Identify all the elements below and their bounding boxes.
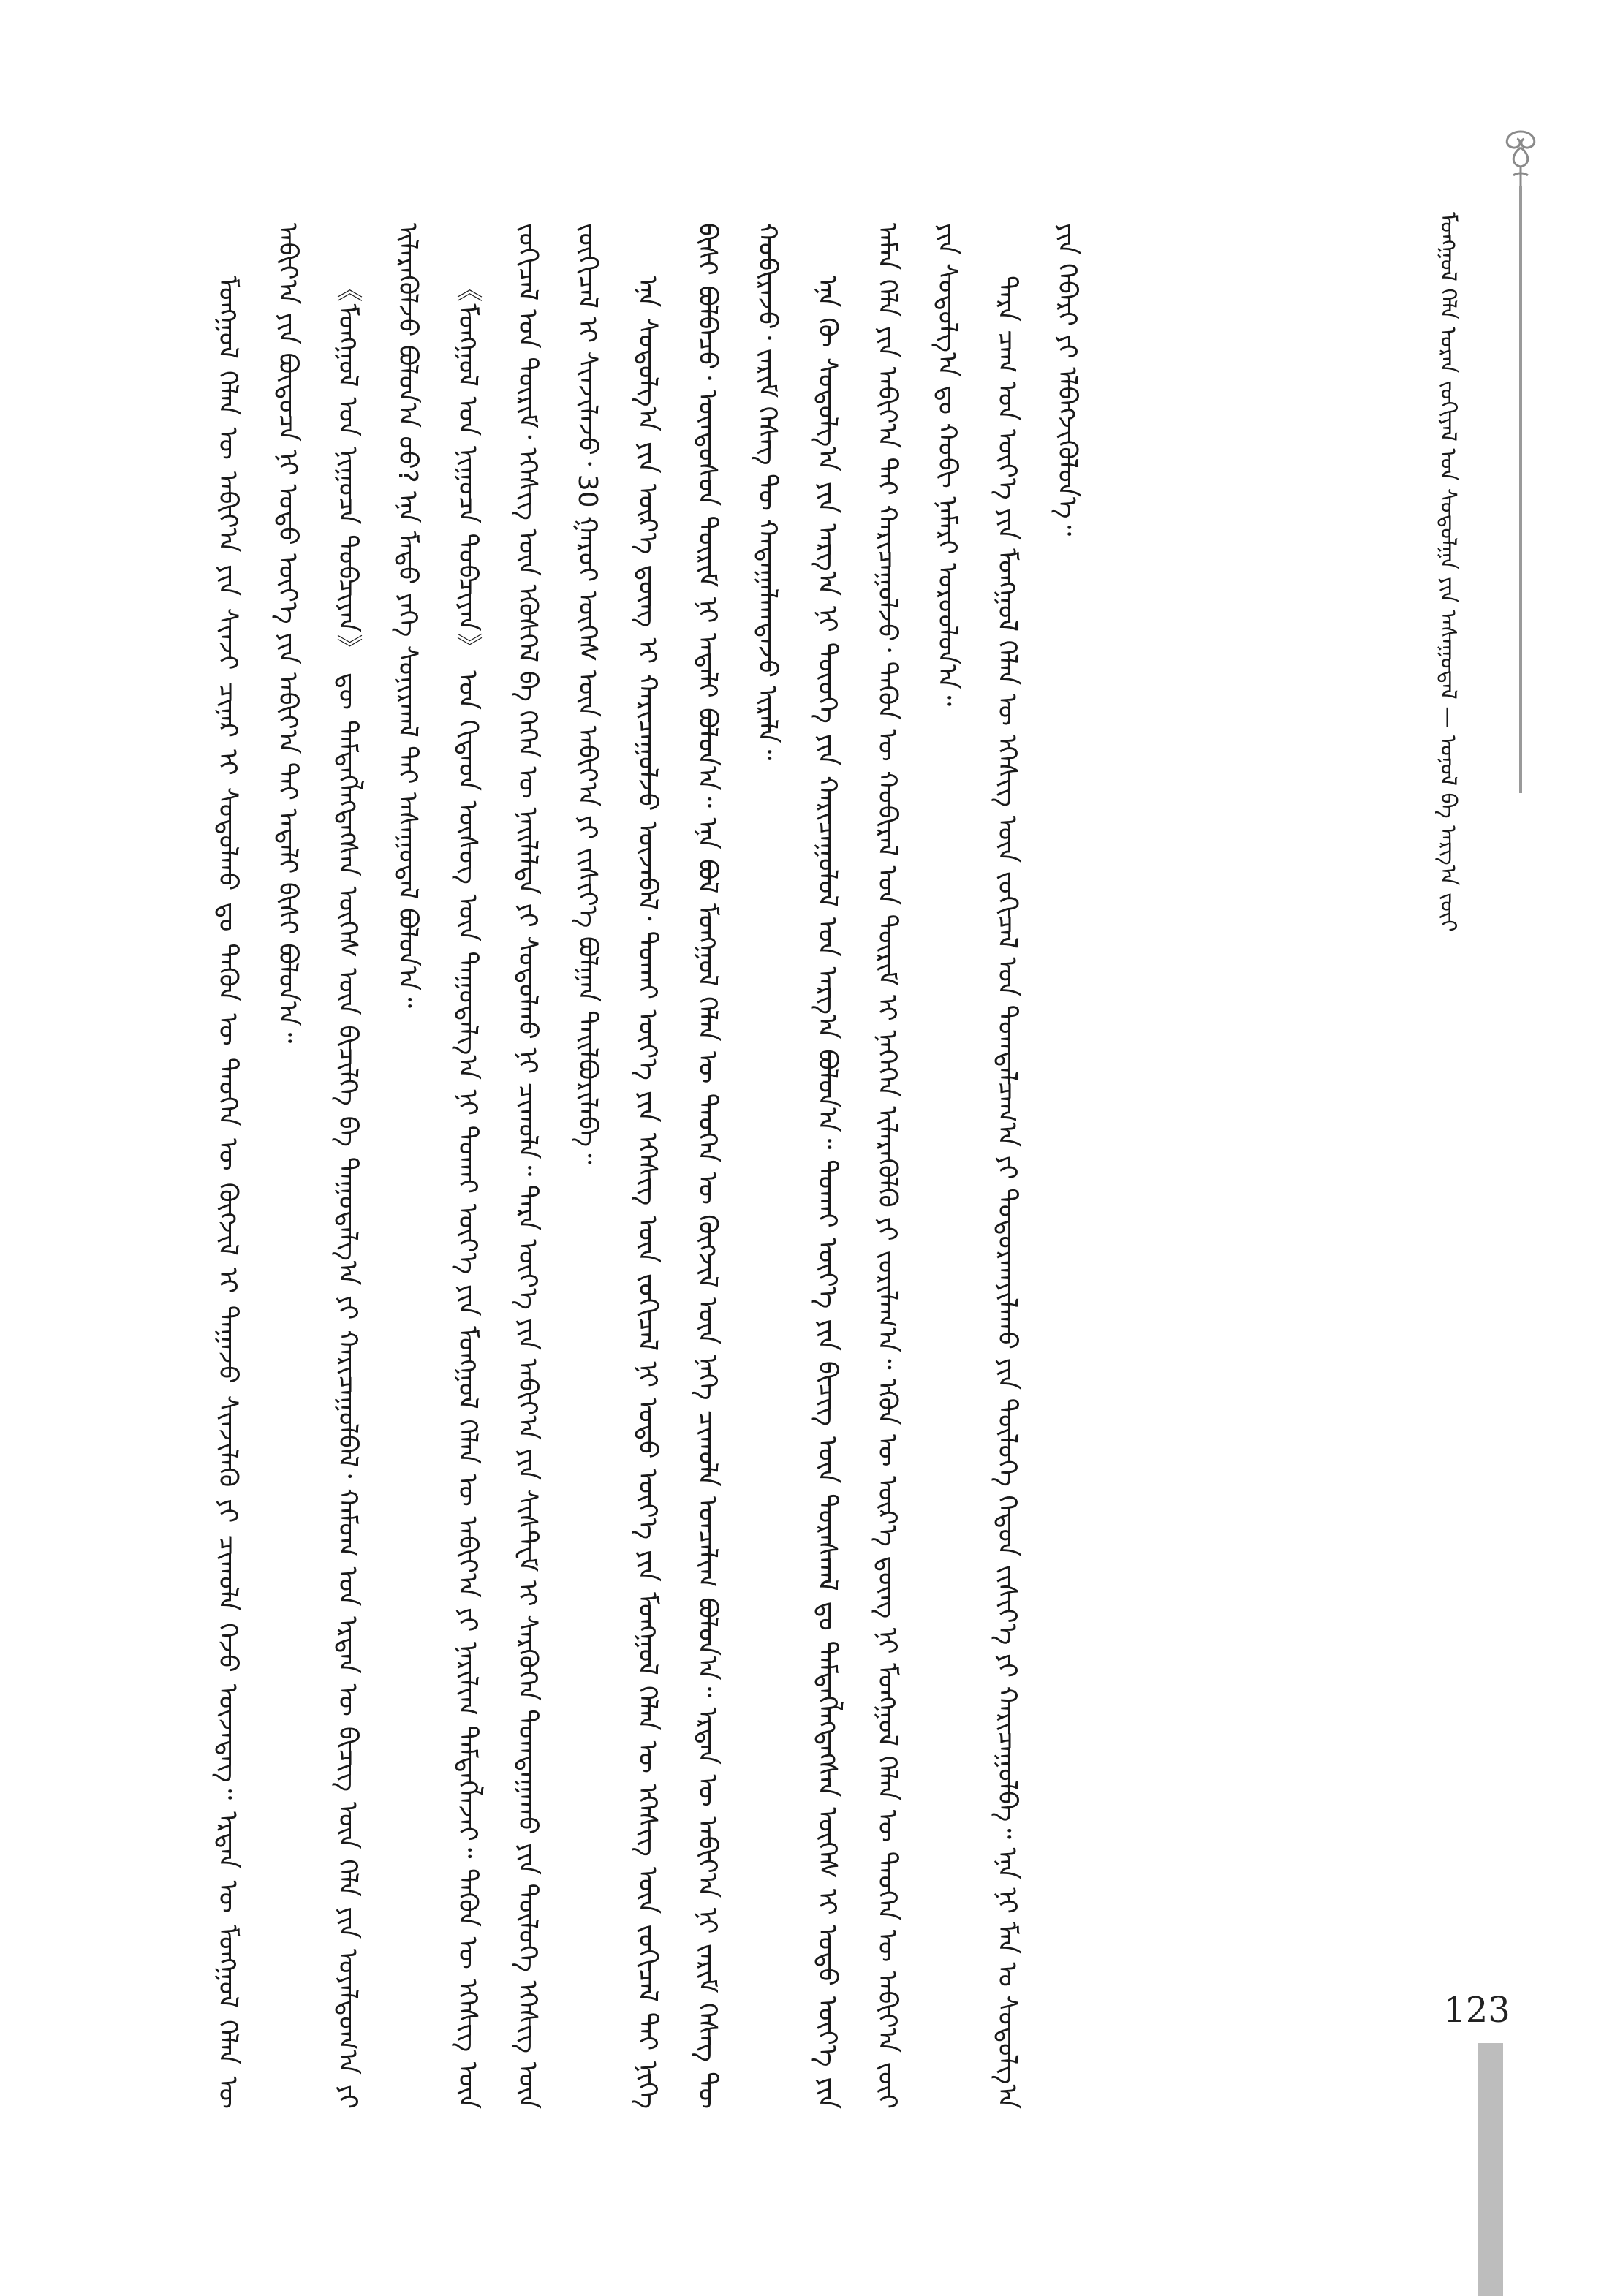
paragraph: 《ᠮᠣᠩᠭᠣᠯ ᠤᠨ ᠨᠢᠭᠤᠴᠠ ᠲᠣᠪᠴᠢᠶᠠᠨ》 ᠤᠨ ᠬᠢᠲᠠᠳ ᠦᠰᠦᠭ ᠦᠨ ᠳᠠᠭᠤᠳᠠᠯᠭ᠎ᠠ ᠨᠢ ᠲᠤᠬᠠᠢ ᠦᠶ᠎ᠡ ᠶᠢᠨ ᠮᠣᠩᠭᠣᠯ ᠬᠡᠯᠡᠨ ᠦ ᠠᠪᠢᠶ᠎ᠠ ᠶᠢ ᠨᠠᠷᠢᠯᠢᠭ ᠲᠡᠮᠳᠡᠭᠯᠡᠵᠡᠢ᠃ ᠲᠡᠭᠦᠨ ᠦ ᠡᠭᠡᠰᠢᠭ ᠦᠨ ᠵᠣᠬᠢᠴᠠᠯ ᠤᠨ ᠳᠦᠷᠢᠮ᠂ ᠡᠭᠡᠰᠢᠭ ᠦᠨ ᠡᠭᠦᠰᠬᠡᠯ ᠪᠠ ᠭᠡᠭᠡᠨ ᠦ ᠨᠡᠢᠯᠡᠯᠲᠡ ᠶᠢ ᠰᠤᠳᠤᠯᠬᠤ ᠨᠢ ᠴᠢᠬᠤᠯᠠ᠃ ᠲᠡᠷᠡ ᠦᠶ᠎ᠡ ᠶᠢᠨ ᠠᠪᠢᠶ᠎ᠠ ᠶᠢᠨ ᠰᠢᠰᠲᠸᠮ ᠢ ᠰᠡᠷᠭᠦᠭᠡᠨ ᠲᠣᠭᠲᠠᠭᠠᠬᠤ ᠶᠢᠨ ᠲᠥᠯᠦᠭᠡ ᠡᠭᠡᠰᠢᠭ ᠦᠨ ᠵᠥᠬᠢᠴᠡᠯ ᠢ ᠰᠢᠨᠵᠢᠯᠡᠵᠦ᠂ 30 ᠭᠠᠷᠤᠢ ᠦᠭᠡᠰ ᠦᠨ ᠠᠪᠢᠶ᠎ᠠ ᠶᠢ ᠵᠢᠱᠢᠶ᠎ᠡ ᠪᠣᠯᠭᠠᠨ ᠲᠠᠢᠯᠪᠤᠷᠢᠯᠠᠪᠠ᠃ bbox=[453, 223, 602, 2109]
header-rule bbox=[1519, 186, 1522, 793]
page-number: 123 bbox=[1443, 1990, 1510, 2031]
paragraph: ᠡᠨᠡ ᠰᠤᠳᠤᠯᠭ᠎ᠠ ᠶᠢᠨ ᠦᠷ᠎ᠡ ᠳ᠋ᠦᠩ ᠢ ᠬᠠᠷᠢᠴᠠᠭᠤᠯᠵᠤ ᠦᠵᠡᠪᠡᠯ᠂ ᠲᠤᠬᠠᠢ ᠦᠶ᠎ᠡ ᠶᠢᠨ ᠡᠭᠡᠰᠢᠭ ᠦᠨ ᠵᠣᠬᠢᠴᠠᠯ ᠨᠢ ᠣᠳᠣ ᠦᠶ᠎ᠡ ᠶᠢᠨ ᠮᠣᠩᠭᠣᠯ ᠬᠡᠯᠡᠨ ᠦ ᠡᠭᠡᠰᠢᠭ ᠦᠨ ᠵᠣᠬᠢᠴᠠᠯ ᠲᠠᠢ ᠨᠢᠭᠡ ᠪᠢᠰᠢ ᠪᠣᠯᠪᠠᠴᠤ᠂ ᠦᠨᠳᠦᠰᠦᠨ ᠳᠦᠷᠢᠮ ᠨᠢ ᠠᠳᠠᠯᠢ ᠪᠣᠯᠤᠨ᠎ᠠ᠃ ᠡᠨᠡ ᠪᠣᠯ ᠮᠣᠩᠭᠣᠯ ᠬᠡᠯᠡᠨ ᠦ ᠲᠡᠦᠬᠡᠨ ᠦ ᠬᠦᠭᠵᠢᠯ ᠦᠨ ᠨᠡᠭᠡ ᠴᠢᠬᠤᠯᠠ ᠣᠨᠴᠠᠯᠢᠭ ᠪᠣᠯᠤᠨ᠎ᠠ᠃ ᠡᠷᠲᠡᠨ ᠦ ᠠᠪᠢᠶ᠎ᠠ ᠨᠢ ᠵᠠᠷᠢᠮ ᠬᠡᠰᠡᠭ ᠲᠦ ᠬᠤᠪᠢᠷᠠᠵᠤ᠂ ᠵᠠᠷᠢᠮ ᠬᠡᠰᠡᠭ ᠲᠦ ᠬᠠᠳᠠᠭᠠᠯᠠᠭᠳᠠᠵᠤ ᠢᠷᠡᠯᠡ᠃ bbox=[632, 223, 782, 2109]
running-head: ᠮᠣᠩᠭᠣᠯ ᠬᠡᠯᠡ ᠤᠷᠠᠨ ᠵᠣᠬᠢᠶᠠᠯ ᠤᠨ ᠰᠤᠳᠤᠯᠭᠠ ᠶᠢᠨ ᠠᠰᠠᠭᠤᠳᠠᠯ — ᠣᠨᠣᠯ ᠪᠠ ᠠᠷᠭ᠎ᠠ ᠵᠦᠢ bbox=[1435, 212, 1461, 932]
paragraph: 《ᠮᠣᠩᠭᠣᠯ ᠤᠨ ᠨᠢᠭᠤᠴᠠ ᠲᠣᠪᠴᠢᠶᠠᠨ》 ᠳᠦ ᠲᠡᠮᠳᠡᠭᠯᠡᠭᠳᠡᠭᠰᠡᠨ ᠦᠭᠡᠰ ᠦᠨ ᠪᠢᠴᠢᠯᠭᠡ ᠪᠠ ᠳᠠᠭᠤᠳᠠᠯᠭ᠎ᠠ ᠶᠢ ᠬᠠᠷᠢᠴᠠᠭᠤᠯᠪᠠᠯ᠂ ᠬᠠᠮᠤᠭ ᠤᠨ ᠡᠷᠲᠡᠨ ᠦ ᠪᠢᠴᠢᠭ ᠦᠨ ᠬᠡᠯᠡ ᠶᠢᠨ ᠤᠶᠠᠯᠳᠤᠭ᠎ᠠ ᠶᠢ ᠢᠯᠡᠷᠡᠭᠦᠯᠵᠦ ᠪᠣᠯᠤᠨ᠎ᠠ ᠤᠤ? ᠡᠨᠡ ᠮᠡᠳᠦ ᠶᠡᠬᠡ ᠰᠣᠨᠢᠷᠬᠠᠯ ᠲᠠᠢ ᠠᠰᠠᠭᠤᠳᠠᠯ ᠪᠣᠯᠤᠨ᠎ᠠ᠃ bbox=[333, 223, 423, 2109]
page-edge-tab bbox=[1478, 2043, 1503, 2296]
paragraph: ᠲᠡᠷᠡ ᠴᠠᠭ ᠤᠨ ᠦᠶ᠎ᠡ ᠶᠢᠨ ᠮᠣᠩᠭᠣᠯ ᠬᠡᠯᠡᠨ ᠦ ᠡᠭᠡᠰᠢᠭ ᠦᠨ ᠵᠣᠬᠢᠴᠠᠯ ᠤᠨ ᠲᠣᠭᠲᠠᠯᠴᠠᠭ᠎ᠠ ᠶᠢ ᠲᠣᠳᠣᠷᠬᠠᠶᠢᠯᠠᠬᠤ ᠶᠢᠨ ᠲᠥᠯᠦᠭᠡ ᠬᠡᠳᠦᠨ ᠵᠢᠱᠢᠶ᠎ᠡ ᠶᠢ ᠬᠠᠷᠢᠴᠠᠭᠤᠯᠪᠠ᠃ ᠡᠨᠡ ᠨᠢ ᠮᠠᠨ ᠤ ᠰᠤᠳᠤᠯᠭ᠎ᠠ ᠶᠢᠨ ᠬᠡᠪᠡᠷᠢ ᠶᠢ ᠡᠯᠪᠡᠭᠵᠢᠭᠦᠯᠦᠨ᠎ᠡ᠃ bbox=[992, 223, 1082, 2109]
paragraph: ᠮᠣᠩᠭᠣᠯ ᠬᠡᠯᠡᠨ ᠦ ᠠᠪᠢᠶ᠎ᠠ ᠶᠢᠨ ᠰᠢᠨᠵᠢ ᠴᠢᠨᠠᠷ ᠢ ᠰᠤᠳᠤᠯᠬᠤ ᠳᠤ ᠲᠡᠭᠦᠨ ᠦ ᠲᠡᠦᠬᠡᠨ ᠦ ᠬᠦᠭᠵᠢᠯ ᠢ ᠳᠠᠭᠠᠵᠤ ᠰᠢᠨᠵᠢᠯᠡᠬᠦ ᠶᠢ ᠴᠢᠬᠤᠯᠠ ᠭᠡᠵᠦ ᠦᠵᠡᠳᠡᠭ᠃ ᠡᠷᠲᠡᠨ ᠦ ᠮᠣᠩᠭᠣᠯ ᠬᠡᠯᠡᠨ ᠦ ᠠᠪᠢᠶ᠎ᠠ ᠶᠢᠨ ᠪᠦᠲᠦᠴᠡ ᠨᠢ ᠣᠳᠣ ᠦᠶ᠎ᠡ ᠶᠢᠨ ᠠᠪᠢᠶ᠎ᠠ ᠲᠠᠢ ᠠᠳᠠᠯᠢ ᠪᠢᠰᠢ ᠪᠣᠯᠤᠨ᠎ᠠ᠃ bbox=[213, 223, 303, 2109]
header-ornament-icon bbox=[1491, 124, 1550, 190]
paragraph: ᠡᠨᠡ ᠬᠦ ᠰᠤᠳᠤᠯᠭ᠎ᠠ ᠶᠢᠨ ᠠᠷᠭ᠎ᠠ ᠨᠢ ᠲᠦᠦᠬᠡ ᠶᠢᠨ ᠬᠠᠷᠢᠴᠠᠭᠤᠯᠤᠯ ᠤᠨ ᠠᠷᠭ᠎ᠠ ᠪᠣᠯᠤᠨ᠎ᠠ᠃ ᠲᠤᠬᠠᠢ ᠦᠶ᠎ᠡ ᠶᠢᠨ ᠪᠢᠴᠢᠭ ᠦᠨ ᠳᠤᠷᠠᠰᠬᠠᠯ ᠳᠤ ᠲᠡᠮᠳᠡᠭᠯᠡᠭᠳᠡᠭᠰᠡᠨ ᠦᠭᠡᠰ ᠢ ᠣᠳᠣ ᠦᠶ᠎ᠡ ᠶᠢᠨ ᠠᠮᠠᠨ ᠬᠡᠯᠡ ᠶᠢᠨ ᠠᠪᠢᠶ᠎ᠠ ᠲᠠᠢ ᠬᠠᠷᠢᠴᠠᠭᠤᠯᠵᠤ᠂ ᠲᠡᠭᠦᠨ ᠦ ᠬᠤᠪᠢᠷᠠᠯ ᠤᠨ ᠳᠦᠷᠢᠮ ᠢ ᠨᠡᠭᠡᠭᠡᠨ ᠢᠯᠡᠷᠡᠭᠦᠯᠬᠦ ᠶᠢ ᠵᠣᠷᠢᠯᠠᠭ᠎ᠠ᠃ ᠡᠭᠦᠨ ᠦ ᠦᠷ᠎ᠡ ᠳ᠋ᠦᠩ ᠨᠢ ᠮᠣᠩᠭᠣᠯ ᠬᠡᠯᠡᠨ ᠦ ᠲᠡᠦᠬᠡᠨ ᠦ ᠠᠪᠢᠶ᠎ᠠ ᠵᠦᠢ ᠶᠢᠨ ᠰᠤᠳᠤᠯᠭ᠎ᠠ ᠳᠤ ᠬᠤᠪᠢ ᠨᠡᠮᠡᠷᠢ ᠣᠷᠤᠤᠯᠤᠨ᠎ᠠ᠃ bbox=[812, 223, 962, 2109]
body-text bbox=[197, 223, 1396, 2109]
